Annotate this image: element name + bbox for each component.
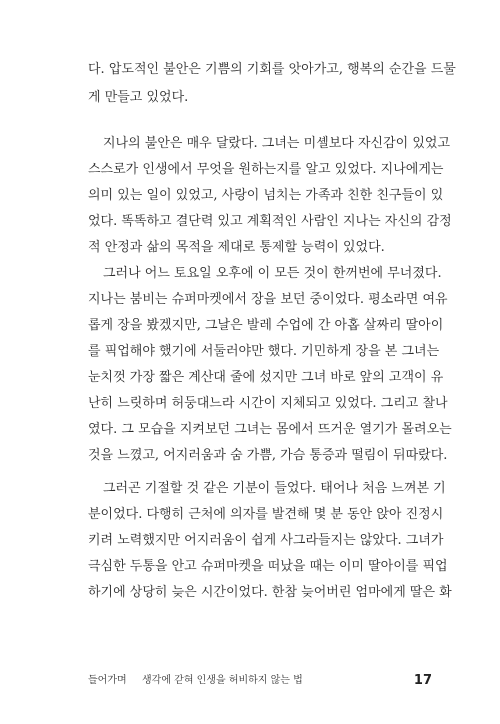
text-line: 분이었다. 다행히 근처에 의자를 발견해 몇 분 동안 앉아 진정시 — [88, 507, 444, 522]
text-line: 다. 압도적인 불안은 기쁨의 기회를 앗아가고, 행복의 순간을 드물 — [88, 62, 456, 77]
text-line: 그러나 어느 토요일 오후에 이 모든 것이 한꺼번에 무너졌다. — [103, 266, 442, 281]
text-line: 었다. 똑똑하고 결단력 있고 계획적인 사람인 지나는 자신의 감정 — [88, 214, 452, 229]
page-number: 17 — [413, 673, 432, 688]
text-line: 하기에 상당히 늦은 시간이었다. 한참 늦어버린 엄마에게 딸은 화 — [88, 585, 452, 600]
text-line: 의미 있는 일이 있었고, 사랑이 넘치는 가족과 친한 친구들이 있 — [88, 188, 444, 203]
text-line: 눈치껏 가장 짧은 계산대 줄에 섰지만 그녀 바로 앞의 고객이 유 — [88, 370, 444, 385]
text-line: 롭게 장을 봤겠지만, 그날은 발레 수업에 간 아홉 살짜리 딸아이 — [88, 318, 444, 333]
footer-book-title: 생각에 갇혀 인생을 허비하지 않는 법 — [142, 675, 303, 686]
text-line: 게 만들고 있었다. — [88, 90, 189, 105]
text-line: 난히 느릿하며 허둥대느라 시간이 지체되고 있었다. 그리고 찰나 — [88, 396, 448, 411]
text-line: 지나는 붐비는 슈퍼마켓에서 장을 보던 중이었다. 평소라면 여유 — [88, 292, 448, 307]
text-line: 적 안정과 삶의 목적을 제대로 통제할 능력이 있었다. — [88, 240, 385, 255]
text-line: 것을 느꼈고, 어지러움과 숨 가쁨, 가슴 통증과 떨림이 뒤따랐다. — [88, 448, 448, 463]
text-line: 지나의 불안은 매우 달랐다. 그녀는 미셸보다 자신감이 있었고 — [103, 136, 451, 151]
footer-section-title: 들어가며 — [88, 675, 127, 686]
text-line: 그러곤 기절할 것 같은 기분이 들었다. 태어나 처음 느껴본 기 — [103, 481, 446, 496]
text-line: 스스로가 인생에서 무엇을 원하는지를 알고 있었다. 지나에게는 — [88, 162, 444, 177]
text-line: 를 픽업해야 했기에 서둘러야만 했다. 기민하게 장을 본 그녀는 — [88, 344, 440, 359]
text-line: 키려 노력했지만 어지러움이 쉽게 사그라들지는 않았다. 그녀가 — [88, 533, 444, 548]
text-line: 였다. 그 모습을 지켜보던 그녀는 몸에서 뜨거운 열기가 몰려오는 — [88, 422, 452, 437]
page-footer — [88, 672, 432, 692]
text-line: 극심한 두통을 안고 슈퍼마켓을 떠났을 때는 이미 딸아이를 픽업 — [88, 559, 448, 574]
